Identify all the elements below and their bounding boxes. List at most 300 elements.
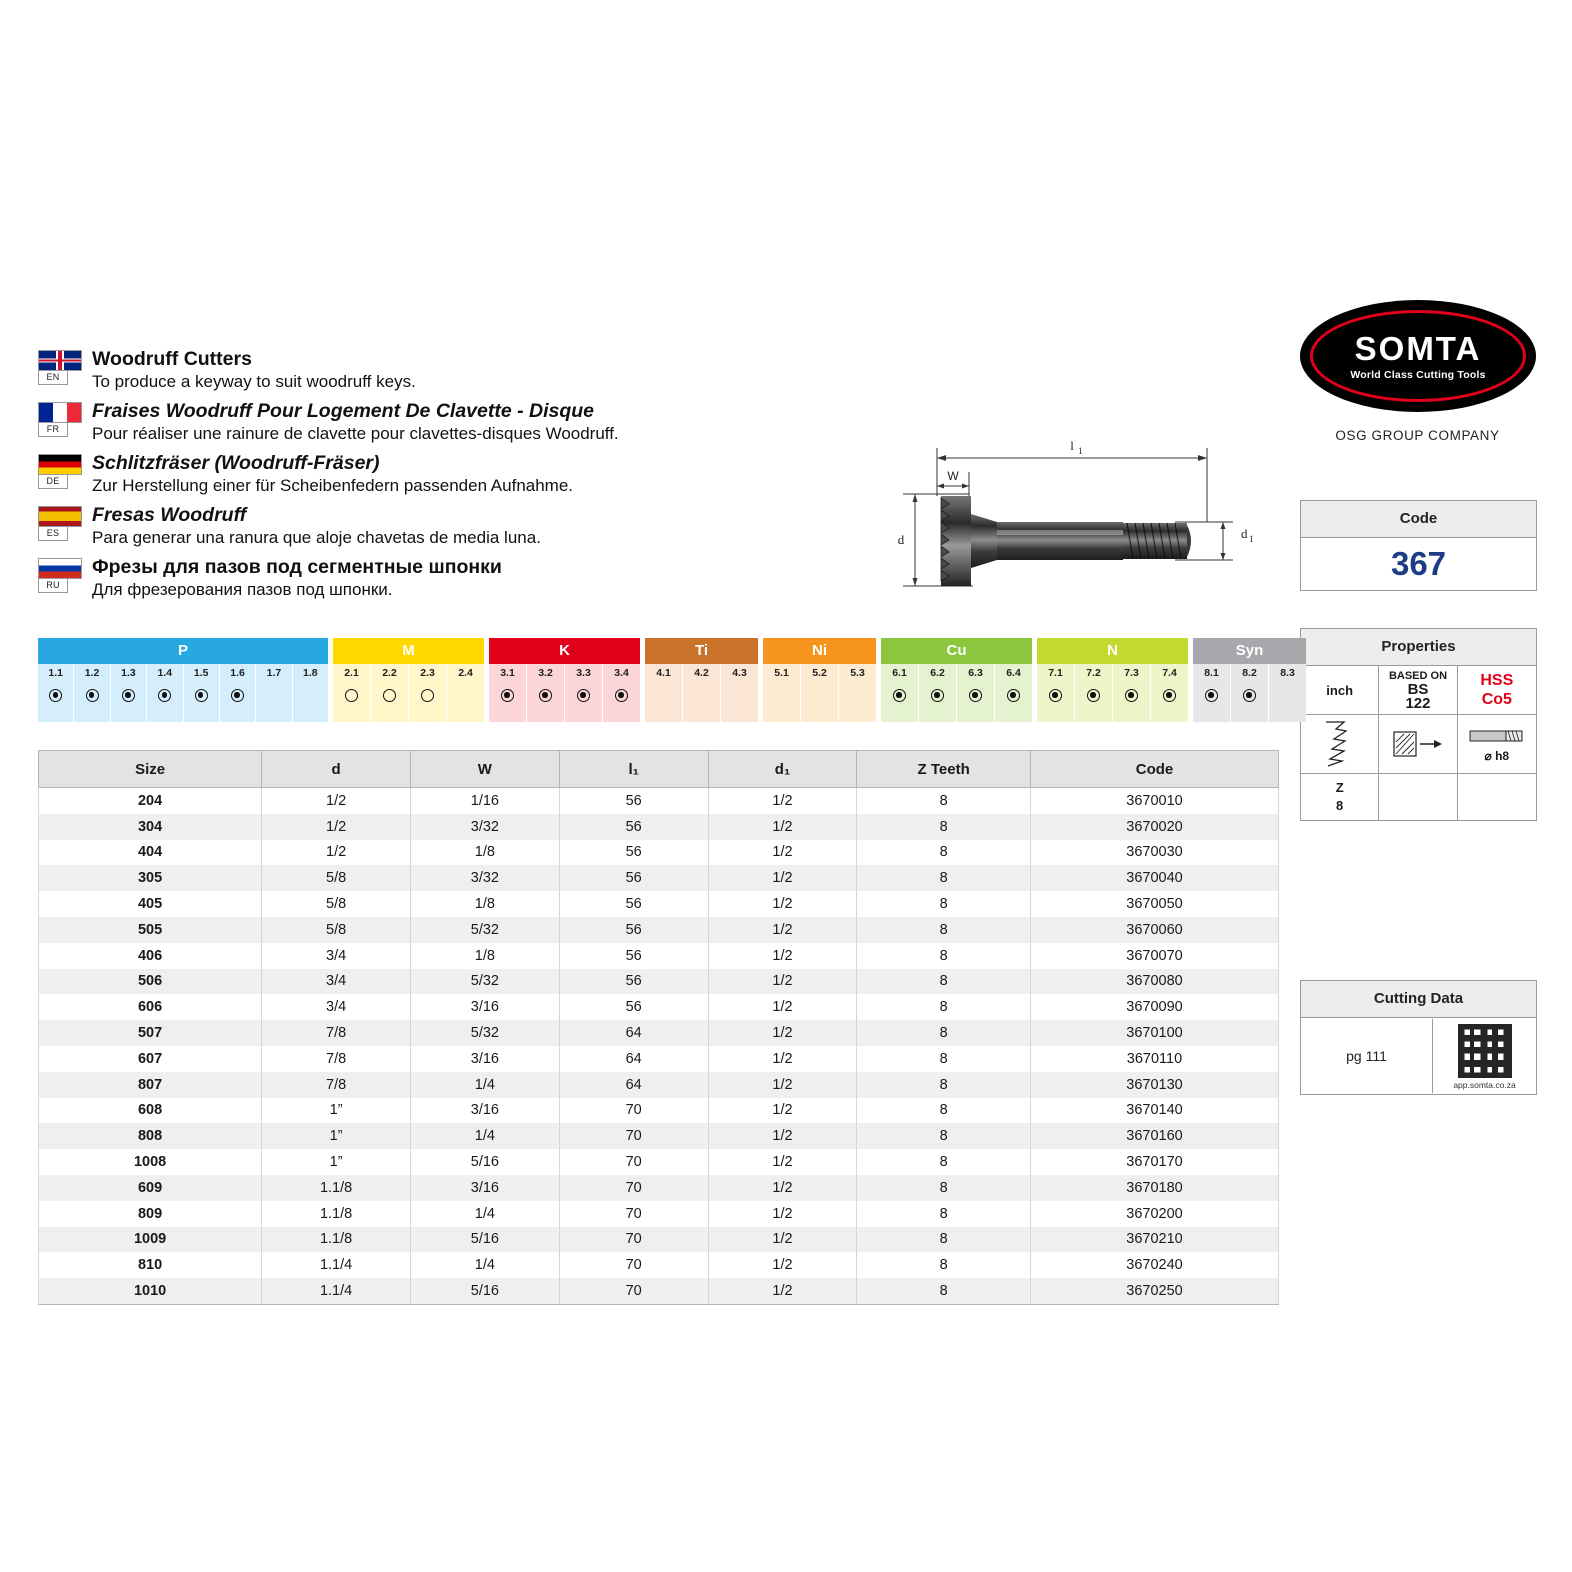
- cell-zteeth: 8: [857, 814, 1031, 840]
- material-group-cells: [333, 664, 484, 722]
- cell-d: 1/2: [708, 917, 857, 943]
- tolerance-value: ⌀ h8: [1484, 748, 1510, 763]
- cell-code: 3670010: [1030, 788, 1278, 814]
- dimension-table: [38, 750, 1279, 1305]
- material-cell-1.1: [38, 664, 74, 722]
- cell-size: 506: [39, 969, 262, 995]
- logo-group-line: OSG GROUP COMPANY: [1335, 428, 1500, 443]
- language-row-ru: [38, 556, 818, 600]
- language-title: Schlitzfräser (Woodruff-Fräser): [92, 452, 380, 474]
- cell-d: 1/2: [262, 814, 411, 840]
- cell-l: 56: [559, 969, 708, 995]
- table-row[interactable]: [39, 1123, 1279, 1149]
- cell-l: 56: [559, 943, 708, 969]
- product-drawing: [845, 410, 1285, 620]
- suitability-dot-filled: [1007, 689, 1020, 702]
- cell-d: 5/8: [262, 865, 411, 891]
- cell-l: 56: [559, 840, 708, 866]
- material-groups-bar: [38, 638, 1295, 722]
- table-row[interactable]: [39, 994, 1279, 1020]
- material-cell-number: 1.6: [230, 667, 245, 679]
- cutting-data-page-ref: pg 111: [1346, 1048, 1387, 1064]
- cell-w: 3/16: [410, 994, 559, 1020]
- cell-w: 5/16: [410, 1278, 559, 1304]
- material-cell-3.1: [489, 664, 527, 722]
- cell-w: 5/32: [410, 917, 559, 943]
- suitability-dot-filled: [615, 689, 628, 702]
- cell-l: 70: [559, 1252, 708, 1278]
- cell-w: 3/32: [410, 814, 559, 840]
- cell-code: 3670240: [1030, 1252, 1278, 1278]
- cell-code: 3670250: [1030, 1278, 1278, 1304]
- language-text: [92, 348, 416, 392]
- cell-w: 1/8: [410, 943, 559, 969]
- cell-zteeth: 8: [857, 1020, 1031, 1046]
- cell-zteeth: 8: [857, 1201, 1031, 1227]
- qr-code-icon[interactable]: [1458, 1024, 1512, 1078]
- suitability-dot-filled: [158, 689, 171, 702]
- suitability-dot-filled: [893, 689, 906, 702]
- cell-size: 404: [39, 840, 262, 866]
- cell-code: 3670100: [1030, 1020, 1278, 1046]
- cell-w: 1/8: [410, 891, 559, 917]
- material-cell-number: 1.5: [193, 667, 209, 679]
- table-row[interactable]: [39, 1252, 1279, 1278]
- cutting-data-header: Cutting Data: [1301, 981, 1536, 1018]
- material-cell-number: 5.2: [812, 667, 827, 679]
- cell-zteeth: 8: [857, 917, 1031, 943]
- cell-d: 1”: [262, 1149, 411, 1175]
- column-header-1: Size: [39, 751, 262, 788]
- column-header-4: l₁: [559, 751, 708, 788]
- cell-zteeth: 8: [857, 943, 1031, 969]
- cell-d: 1/2: [708, 1227, 857, 1253]
- suitability-dot-open: [345, 689, 358, 702]
- cell-size: 608: [39, 1098, 262, 1124]
- material-group-m: [333, 638, 484, 722]
- cell-code: 3670070: [1030, 943, 1278, 969]
- material-cell-number: 2.2: [382, 667, 397, 679]
- flag-graphic: [38, 506, 82, 527]
- svg-text:1: 1: [1249, 534, 1254, 544]
- cell-d: 1”: [262, 1123, 411, 1149]
- material-group-k: [489, 638, 640, 722]
- table-row[interactable]: [39, 969, 1279, 995]
- cell-size: 1009: [39, 1227, 262, 1253]
- cell-zteeth: 8: [857, 1278, 1031, 1304]
- cell-size: 606: [39, 994, 262, 1020]
- material-group-cells: [38, 664, 328, 722]
- flag-es-icon: [38, 504, 84, 541]
- code-panel: [1300, 500, 1537, 591]
- cell-size: 305: [39, 865, 262, 891]
- cell-d: 1/2: [708, 891, 857, 917]
- table-row[interactable]: [39, 1098, 1279, 1124]
- cell-d: 1/2: [708, 840, 857, 866]
- cell-code: 3670130: [1030, 1072, 1278, 1098]
- table-row[interactable]: [39, 1020, 1279, 1046]
- qr-code-block[interactable]: [1432, 1019, 1536, 1093]
- material-group-cells: [763, 664, 876, 722]
- qr-code-caption: app.somta.co.za: [1453, 1080, 1516, 1090]
- cell-d: 1/2: [708, 1201, 857, 1227]
- cell-code: 3670040: [1030, 865, 1278, 891]
- cell-code: 3670210: [1030, 1227, 1278, 1253]
- material-group-cells: [489, 664, 640, 722]
- cell-zteeth: 8: [857, 1252, 1031, 1278]
- cell-d: 1/2: [708, 969, 857, 995]
- material-cell-2.2: [371, 664, 409, 722]
- cell-w: 1/8: [410, 840, 559, 866]
- material-cell-1.7: [256, 664, 292, 722]
- cell-d: 3/4: [262, 969, 411, 995]
- svg-text:d: d: [897, 532, 905, 547]
- cell-w: 1/4: [410, 1123, 559, 1149]
- cell-zteeth: 8: [857, 788, 1031, 814]
- shank-tolerance-icon: [1458, 715, 1536, 774]
- material-cell-7.4: [1151, 664, 1188, 722]
- table-row[interactable]: [39, 917, 1279, 943]
- table-header-row: [39, 751, 1279, 788]
- material-cell-5.3: [839, 664, 876, 722]
- cell-w: 1/4: [410, 1201, 559, 1227]
- table-row[interactable]: [39, 1175, 1279, 1201]
- cell-d: 1/2: [708, 1098, 857, 1124]
- material-group-label: Ti: [645, 638, 758, 664]
- cell-zteeth: 8: [857, 1227, 1031, 1253]
- cell-d: 1/2: [708, 1149, 857, 1175]
- material-cell-6.3: [957, 664, 995, 722]
- suitability-dot-none: [459, 689, 472, 702]
- material-cell-number: 1.1: [48, 667, 63, 679]
- material-cell-6.2: [919, 664, 957, 722]
- language-title: Фрезы для пазов под сегментные шпонки: [92, 556, 502, 578]
- table-row[interactable]: [39, 1201, 1279, 1227]
- language-descriptions: [38, 348, 818, 608]
- table-row[interactable]: [39, 865, 1279, 891]
- cell-d: 1.1/8: [262, 1227, 411, 1253]
- cell-d: 1.1/8: [262, 1201, 411, 1227]
- properties-empty-1: [1379, 774, 1457, 820]
- suitability-dot-none: [775, 689, 788, 702]
- material-cell-4.3: [721, 664, 758, 722]
- language-row-es: [38, 504, 818, 548]
- material-group-cells: [881, 664, 1032, 722]
- brand-logo: [1300, 300, 1535, 443]
- material-cell-1.5: [184, 664, 220, 722]
- cell-zteeth: 8: [857, 1123, 1031, 1149]
- cell-code: 3670200: [1030, 1201, 1278, 1227]
- material-cell-8.2: [1231, 664, 1269, 722]
- material-cell-3.3: [565, 664, 603, 722]
- table-row[interactable]: [39, 1072, 1279, 1098]
- column-header-7: Code: [1030, 751, 1278, 788]
- suitability-dot-filled: [1125, 689, 1138, 702]
- logo-tagline: World Class Cutting Tools: [1350, 368, 1486, 381]
- language-text: [92, 400, 619, 444]
- material-cell-4.2: [683, 664, 721, 722]
- flag-graphic: [38, 350, 82, 371]
- material-group-cu: [881, 638, 1032, 722]
- cell-zteeth: 8: [857, 1072, 1031, 1098]
- cell-d: 1/2: [708, 1252, 857, 1278]
- material-group-label: K: [489, 638, 640, 664]
- code-panel-header: Code: [1301, 501, 1536, 538]
- material-group-ni: [763, 638, 876, 722]
- material-cell-number: 1.7: [266, 667, 282, 679]
- table-row[interactable]: [39, 1227, 1279, 1253]
- material-group-cells: [645, 664, 758, 722]
- cell-l: 70: [559, 1201, 708, 1227]
- cell-l: 56: [559, 891, 708, 917]
- suitability-dot-none: [267, 689, 280, 702]
- material-cell-2.3: [409, 664, 447, 722]
- suitability-dot-filled: [1205, 689, 1218, 702]
- suitability-dot-filled: [1243, 689, 1256, 702]
- material-cell-7.2: [1075, 664, 1113, 722]
- suitability-dot-none: [733, 689, 746, 702]
- teeth-profile-icon: [1301, 715, 1379, 774]
- suitability-dot-filled: [577, 689, 590, 702]
- cell-zteeth: 8: [857, 840, 1031, 866]
- language-title: Woodruff Cutters: [92, 348, 252, 370]
- cell-size: 808: [39, 1123, 262, 1149]
- material-cell-number: 7.2: [1086, 667, 1101, 679]
- cell-zteeth: 8: [857, 1046, 1031, 1072]
- language-title: Fresas Woodruff: [92, 504, 247, 526]
- cell-code: 3670030: [1030, 840, 1278, 866]
- cell-size: 505: [39, 917, 262, 943]
- table-row[interactable]: [39, 788, 1279, 814]
- cell-l: 70: [559, 1278, 708, 1304]
- language-subtitle: To produce a keyway to suit woodruff keys.: [92, 372, 416, 391]
- cell-d: 1/2: [708, 788, 857, 814]
- cell-l: 70: [559, 1149, 708, 1175]
- cell-code: 3670080: [1030, 969, 1278, 995]
- cell-d: 1”: [262, 1098, 411, 1124]
- cell-size: 1008: [39, 1149, 262, 1175]
- column-header-3: W: [410, 751, 559, 788]
- cell-d: 5/8: [262, 917, 411, 943]
- material-cell-number: 7.1: [1048, 667, 1063, 679]
- material-group-label: Syn: [1193, 638, 1306, 664]
- table-row[interactable]: [39, 840, 1279, 866]
- material-cell-number: 5.3: [850, 667, 865, 679]
- cell-code: 3670050: [1030, 891, 1278, 917]
- svg-text:1: 1: [1078, 446, 1083, 456]
- cell-l: 56: [559, 814, 708, 840]
- cell-d: 1/2: [262, 788, 411, 814]
- material-group-label: Cu: [881, 638, 1032, 664]
- cell-code: 3670060: [1030, 917, 1278, 943]
- language-row-de: [38, 452, 818, 496]
- cell-l: 70: [559, 1227, 708, 1253]
- material-cell-number: 2.4: [458, 667, 473, 679]
- language-code-label: DE: [38, 475, 68, 489]
- material-group-label: Ni: [763, 638, 876, 664]
- cell-code: 3670180: [1030, 1175, 1278, 1201]
- table-row[interactable]: [39, 1046, 1279, 1072]
- cell-d: 1/2: [708, 1123, 857, 1149]
- cell-l: 70: [559, 1098, 708, 1124]
- material-cell-number: 3.3: [576, 667, 591, 679]
- cell-size: 1010: [39, 1278, 262, 1304]
- material-cell-number: 5.1: [774, 667, 789, 679]
- material-cell-1.2: [74, 664, 110, 722]
- material-group-cells: [1037, 664, 1188, 722]
- cell-l: 56: [559, 917, 708, 943]
- suitability-dot-none: [695, 689, 708, 702]
- cell-d: 7/8: [262, 1020, 411, 1046]
- cell-code: 3670090: [1030, 994, 1278, 1020]
- material-cell-8.1: [1193, 664, 1231, 722]
- material-cell-number: 4.2: [694, 667, 709, 679]
- material-group-label: M: [333, 638, 484, 664]
- cell-d: 3/4: [262, 943, 411, 969]
- language-text: [92, 452, 573, 496]
- cell-d: 1/2: [708, 943, 857, 969]
- properties-grid: [1301, 666, 1536, 820]
- material-cell-number: 2.3: [420, 667, 435, 679]
- cell-d: 1/2: [708, 1020, 857, 1046]
- table-row[interactable]: [39, 1278, 1279, 1304]
- material-group-n: [1037, 638, 1188, 722]
- suitability-dot-none: [1281, 689, 1294, 702]
- cell-d: 1/2: [708, 1175, 857, 1201]
- material-cell-number: 6.1: [892, 667, 907, 679]
- language-row-en: [38, 348, 818, 392]
- material-group-label: P: [38, 638, 328, 664]
- material-cell-number: 6.3: [968, 667, 983, 679]
- cell-w: 1/4: [410, 1072, 559, 1098]
- cell-size: 507: [39, 1020, 262, 1046]
- code-panel-value: 367: [1390, 545, 1447, 582]
- column-header-6: Z Teeth: [857, 751, 1031, 788]
- suitability-dot-open: [421, 689, 434, 702]
- properties-empty-2: [1458, 774, 1536, 820]
- svg-text:d: d: [1241, 526, 1248, 541]
- cell-w: 5/16: [410, 1149, 559, 1175]
- cell-w: 3/16: [410, 1098, 559, 1124]
- cell-d: 1/2: [262, 840, 411, 866]
- table-body: [39, 788, 1279, 1305]
- flag-de-icon: [38, 452, 84, 489]
- cell-code: 3670140: [1030, 1098, 1278, 1124]
- material-cell-5.2: [801, 664, 839, 722]
- cell-d: 5/8: [262, 891, 411, 917]
- cell-d: 1/2: [708, 814, 857, 840]
- cell-size: 809: [39, 1201, 262, 1227]
- svg-text:W: W: [947, 469, 959, 483]
- properties-header: Properties: [1301, 629, 1536, 666]
- suitability-dot-none: [813, 689, 826, 702]
- table-row[interactable]: [39, 891, 1279, 917]
- suitability-dot-filled: [195, 689, 208, 702]
- table-row[interactable]: [39, 814, 1279, 840]
- flag-graphic: [38, 402, 82, 423]
- language-subtitle: Pour réaliser une rainure de clavette pour clavettes-disques Woodruff.: [92, 424, 619, 443]
- material-cell-number: 3.1: [500, 667, 515, 679]
- cell-d: 1.1/4: [262, 1252, 411, 1278]
- suitability-dot-filled: [122, 689, 135, 702]
- cell-w: 5/16: [410, 1227, 559, 1253]
- material-cell-2.1: [333, 664, 371, 722]
- cell-size: 609: [39, 1175, 262, 1201]
- properties-material: HSS Co5: [1458, 666, 1536, 715]
- cell-code: 3670020: [1030, 814, 1278, 840]
- suitability-dot-filled: [501, 689, 514, 702]
- material-cell-number: 6.2: [930, 667, 945, 679]
- suitability-dot-open: [383, 689, 396, 702]
- cell-zteeth: 8: [857, 1175, 1031, 1201]
- cell-l: 64: [559, 1046, 708, 1072]
- suitability-dot-filled: [931, 689, 944, 702]
- cell-d: 7/8: [262, 1072, 411, 1098]
- material-cell-2.4: [447, 664, 484, 722]
- suitability-dot-filled: [231, 689, 244, 702]
- cell-zteeth: 8: [857, 891, 1031, 917]
- language-subtitle: Zur Herstellung einer für Scheibenfedern passenden Aufnahme.: [92, 476, 574, 495]
- material-cell-number: 4.3: [732, 667, 747, 679]
- cell-code: 3670160: [1030, 1123, 1278, 1149]
- table-row[interactable]: [39, 1149, 1279, 1175]
- cell-zteeth: 8: [857, 994, 1031, 1020]
- cell-w: 1/16: [410, 788, 559, 814]
- language-title: Fraises Woodruff Pour Logement De Clavette - Disque: [92, 400, 595, 422]
- material-cell-number: 4.1: [656, 667, 671, 679]
- material-cell-8.3: [1269, 664, 1306, 722]
- material-cell-number: 1.2: [84, 667, 100, 679]
- material-cell-number: 1.3: [121, 667, 136, 679]
- cell-w: 5/32: [410, 1020, 559, 1046]
- material-cell-number: 1.4: [157, 667, 173, 679]
- material-cell-3.4: [603, 664, 640, 722]
- suitability-dot-filled: [86, 689, 99, 702]
- material-cell-5.1: [763, 664, 801, 722]
- language-text: [92, 556, 502, 600]
- suitability-dot-none: [657, 689, 670, 702]
- flag-ru-icon: [38, 556, 84, 593]
- material-cell-number: 2.1: [344, 667, 359, 679]
- cell-d: 1.1/4: [262, 1278, 411, 1304]
- cell-d: 1/2: [708, 1072, 857, 1098]
- cell-size: 406: [39, 943, 262, 969]
- cell-w: 3/16: [410, 1175, 559, 1201]
- language-code-label: ES: [38, 527, 68, 541]
- cell-size: 810: [39, 1252, 262, 1278]
- material-group-cells: [1193, 664, 1306, 722]
- cell-zteeth: 8: [857, 1149, 1031, 1175]
- cell-d: 1/2: [708, 1278, 857, 1304]
- cutting-data-panel: [1300, 980, 1537, 1095]
- suitability-dot-filled: [969, 689, 982, 702]
- properties-unit: inch: [1301, 666, 1379, 715]
- table-row[interactable]: [39, 943, 1279, 969]
- suitability-dot-filled: [539, 689, 552, 702]
- material-cell-6.1: [881, 664, 919, 722]
- svg-text:l: l: [1070, 438, 1074, 453]
- flag-graphic: [38, 558, 82, 579]
- cell-size: 304: [39, 814, 262, 840]
- suitability-dot-none: [851, 689, 864, 702]
- cell-l: 56: [559, 994, 708, 1020]
- suitability-dot-filled: [49, 689, 62, 702]
- material-cell-1.3: [111, 664, 147, 722]
- cell-size: 607: [39, 1046, 262, 1072]
- cell-code: 3670170: [1030, 1149, 1278, 1175]
- language-subtitle: Para generar una ranura que aloje chavetas de media luna.: [92, 528, 541, 547]
- language-code-label: FR: [38, 423, 68, 437]
